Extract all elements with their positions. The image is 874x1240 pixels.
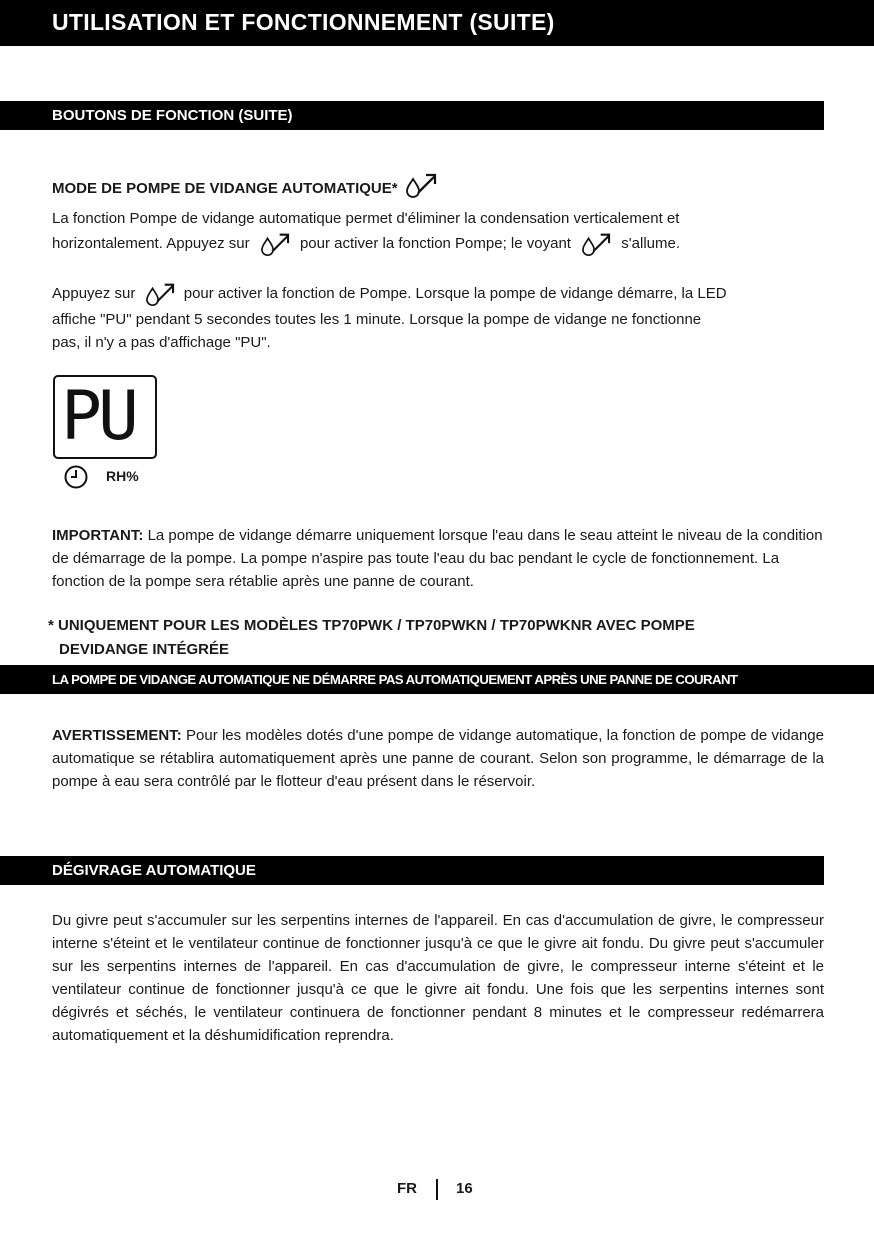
text-fragment: horizontalement. Appuyez sur [52,234,250,252]
section-title: DÉGIVRAGE AUTOMATIQUE [52,862,256,879]
page-header [0,0,874,46]
paragraph-line: La fonction Pompe de vidange automatique permet d'éliminer la condensation verticalement et [52,210,680,227]
paragraph-line [52,280,824,308]
text-fragment: pour activer la fonction de Pompe. Lorsque la pompe de vidange démarre, la LED [183,284,727,302]
clock-icon [63,464,89,490]
section-title: LA POMPE DE VIDANGE AUTOMATIQUE NE DÉMARRE PAS AUTOMATIQUEMENT APRÈS UNE PANNE DE COURANT [52,672,738,687]
section-header-pump-restart [0,665,874,694]
section-header-defrost [0,856,824,885]
important-label: IMPORTANT: [52,527,144,544]
led-display-value: PU [61,377,135,456]
defrost-paragraph: Du givre peut s'accumuler sur les serpentins internes de l'appareil. En cas d'accumulation de givre, le compresseur interne s'éteint et le ventilateur continue de fonctionner jusqu'à ce que le givre ait fondu. Du givre peut s'accumuler sur les serpentins internes de l'appareil. En cas d'accumulation de givre, le compresseur interne s'éteint et le ventilateur continue de fonctionner jusqu'à ce que le givre ait fondu. Une fois que les serpentins internes sont dégivrés et séchés, le ventilateur continuera de fonctionner pendant 8 minutes et le compresseur redémarrera automatiquement et la déshumidification reprendra. [52,912,824,1044]
important-text: La pompe de vidange démarre uniquement lorsque l'eau dans le seau atteint le niveau de la condition de démarrage de la pompe. La pompe n'aspire pas toute l'eau du bac pendant le cycle de fonctionnement. La fonction de la pompe sera rétablie après une panne de courant. [52,527,823,590]
section-header-function-buttons [0,101,824,130]
text-fragment: s'allume. [621,234,681,252]
pump-drop-icon [143,280,177,308]
models-note-line: DEVIDANGE INTÉGRÉE [59,641,230,658]
page-title: UTILISATION ET FONCTIONNEMENT (SUITE) [52,9,555,35]
text-fragment: pour activer la fonction Pompe; le voyant [299,234,571,252]
models-note-line: * UNIQUEMENT POUR LES MODÈLES TP70PWK / TP70PWKN / TP70PWKNR AVEC POMPE [48,617,695,634]
subheading-row [52,178,438,200]
pump-description-paragraph [52,207,824,258]
paragraph-line: pas, il n'y a pas d'affichage "PU". [52,334,271,351]
pump-led-paragraph [52,280,824,354]
footer-divider [436,1179,438,1200]
led-display [53,375,157,459]
page-number: 16 [456,1180,473,1197]
pump-drop-icon [579,230,613,258]
warning-text: Pour les modèles dotés d'une pompe de vidange automatique, la fonction de pompe de vidange automatique se rétablira automatiquement après une panne de courant. Selon son programme, le démarrage de la pompe à eau sera contrôlé par le flotteur d'eau présent dans le réservoir. [52,727,824,790]
warning-label: AVERTISSEMENT: [52,727,182,744]
subheading: MODE DE POMPE DE VIDANGE AUTOMATIQUE* [52,179,398,197]
important-note [52,524,832,593]
pump-drop-icon [258,230,292,258]
text-fragment: Appuyez sur [52,284,136,302]
paragraph-line: affiche "PU" pendant 5 secondes toutes les 1 minute. Lorsque la pompe de vidange ne fonctionne [52,311,702,328]
pump-drop-icon [404,170,438,200]
section-title: BOUTONS DE FONCTION (SUITE) [52,107,293,124]
paragraph-line [52,230,824,258]
footer-language: FR [397,1180,417,1197]
warning-paragraph [52,724,824,793]
rh-indicator: RH% [106,468,139,484]
